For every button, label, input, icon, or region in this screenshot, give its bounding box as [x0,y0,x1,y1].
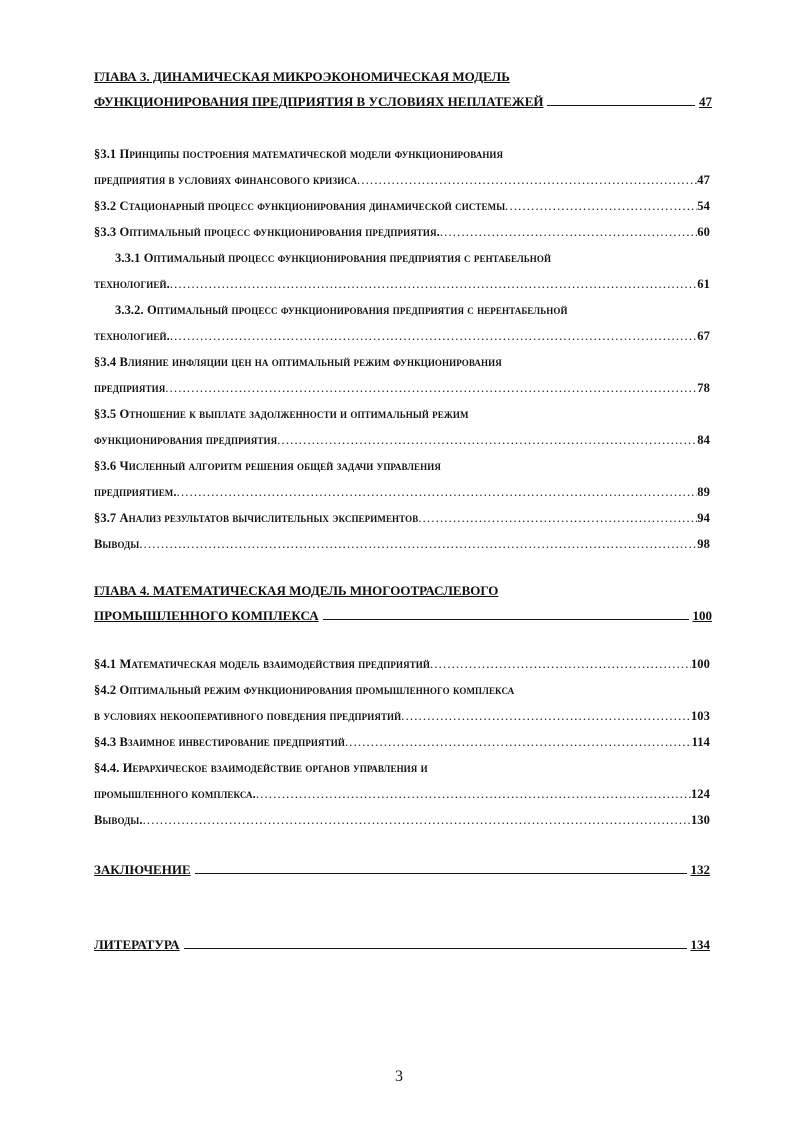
toc-entry-3-1-line1: §3.1 Принципы построения математической модели функционирования [94,147,504,161]
page-number: 3 [395,1068,403,1085]
literature-rule [184,948,687,949]
conclusion-page: 132 [690,862,710,877]
chapter4-title-text2: ПРОМЫШЛЕННОГО КОМПЛЕКСА [94,608,319,623]
toc-entry-4-2-line2: в условиях некооперативного поведения предприятий ..... 103 [94,708,710,724]
toc-entry-3-3-1-line2: технологией. ..... 61 [94,276,710,292]
chapter4-rule [323,619,689,620]
toc-entry-4-4-line1: §4.4. Иерархическое взаимодействие органов управления и [94,761,428,775]
toc-entry-3-3-2-line2: технологией. ..... 67 [94,328,710,344]
toc-entry-3-6-line2: предприятием. ..... 89 [94,484,710,500]
chapter3-title-line1 [94,68,712,85]
toc-literature [94,936,710,953]
toc-conclusion [94,861,710,878]
chapter3-title-text1: ГЛАВА 3. ДИНАМИЧЕСКАЯ МИКРОЭКОНОМИЧЕСКАЯ МОДЕЛЬ [94,69,510,84]
conclusion-rule [195,873,687,874]
chapter3-page: 47 [699,94,712,109]
toc-entry-3-2: §3.2 Стационарный процесс функционирования динамической системы ..... 54 [94,198,710,214]
toc-entry-3-3-2-line1: 3.3.2. Оптимальный процесс функционирования предприятия с нерентабельной [115,303,568,317]
toc-entry-4-1: §4.1 Математическая модель взаимодействия предприятий ..... 100 [94,656,710,672]
toc-entry-3-3: §3.3 Оптимальный процесс функционирования предприятия. ..... 60 [94,224,710,240]
toc-entry-3-5-line2: функционирования предприятия ..... 84 [94,432,710,448]
chapter4-title-line1 [94,582,712,599]
toc-entry-3-4-line2: предприятия ..... 78 [94,380,710,396]
chapter3-title-text2: ФУНКЦИОНИРОВАНИЯ ПРЕДПРИЯТИЯ В УСЛОВИЯХ НЕПЛАТЕЖЕЙ [94,94,544,109]
toc-entry-3-4-line1: §3.4 Влияние инфляции цен на оптимальный режим функционирования [94,355,502,369]
chapter4-title-text1: ГЛАВА 4. МАТЕМАТИЧЕСКАЯ МОДЕЛЬ МНОГООТРАСЛЕВОГО [94,583,499,598]
literature-page: 134 [690,937,710,952]
toc-entry-ch3-conclusions: Выводы ..... 98 [94,536,710,552]
chapter3-title-line2 [94,93,712,110]
toc-entry-ch4-conclusions: Выводы. ..... 130 [94,812,710,828]
toc-entry-3-1-line2: предприятия в условиях финансового кризиса ..... 47 [94,172,710,188]
chapter4-page: 100 [692,608,712,623]
conclusion-title: ЗАКЛЮЧЕНИЕ [94,862,191,877]
literature-title: ЛИТЕРАТУРА [94,937,180,952]
toc-entry-4-2-line1: §4.2 Оптимальный режим функционирования промышленного комплекса [94,683,515,697]
toc-entry-4-4-line2: промышленного комплекса. ..... 124 [94,786,710,802]
toc-entry-4-3: §4.3 Взаимное инвестирование предприятий ..... 114 [94,734,710,750]
toc-entry-3-7: §3.7 Анализ результатов вычислительных экспериментов ..... 94 [94,510,710,526]
chapter3-rule [547,105,695,106]
toc-entry-3-3-1-line1: 3.3.1 Оптимальный процесс функционирования предприятия с рентабельной [115,251,552,265]
toc-entry-3-5-line1: §3.5 Отношение к выплате задолженности и оптимальный режим [94,407,469,421]
toc-entry-3-6-line1: §3.6 Численный алгоритм решения общей задачи управления [94,459,441,473]
chapter4-title-line2 [94,607,712,624]
